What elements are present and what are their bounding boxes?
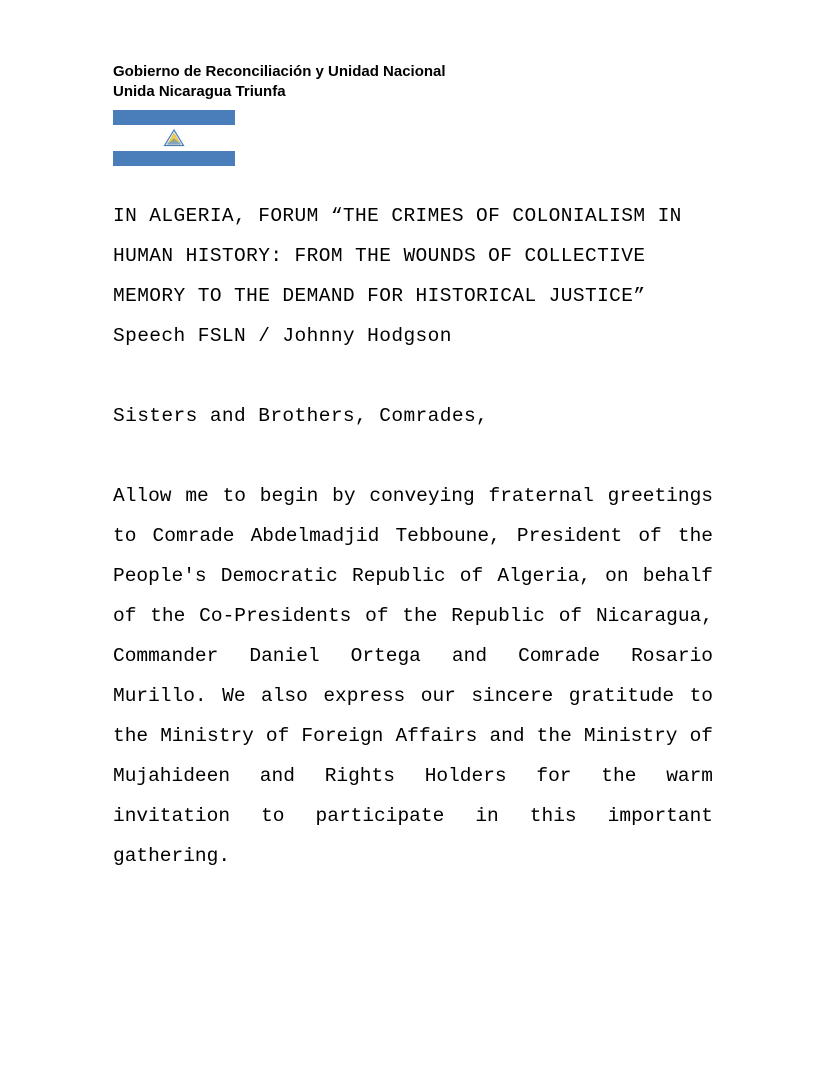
flag-band-top xyxy=(113,110,235,125)
flag-band-bottom xyxy=(113,151,235,166)
letterhead xyxy=(113,62,733,102)
flag-emblem-icon xyxy=(163,129,185,147)
spacer-2 xyxy=(113,436,717,476)
flag-band-middle xyxy=(113,125,235,151)
document-salutation: Sisters and Brothers, Comrades, xyxy=(113,405,489,427)
spacer-1 xyxy=(113,356,717,396)
nicaragua-flag-icon xyxy=(113,110,235,166)
letterhead-line-2: Unida Nicaragua Triunfa xyxy=(113,83,286,100)
document-paragraph-1: Allow me to begin by conveying fraternal greetings to Comrade Abdelmadjid Tebboune, President of the People's Democratic Republic of Algeria, on behalf of the Co-Presidents of the Republic of Nicaragua, Commander Daniel Ortega and Comrade Rosario Murillo. We also express our sincere gratitude to the Ministry of Foreign Affairs and the Ministry of Mujahideen and Rights Holders for the warm invitation to participate in this important gathering. xyxy=(113,485,713,867)
document-subtitle: Speech FSLN / Johnny Hodgson xyxy=(113,325,452,347)
letterhead-line-1: Gobierno de Reconciliación y Unidad Nacional xyxy=(113,63,446,80)
document-title: IN ALGERIA, FORUM “THE CRIMES OF COLONIALISM IN HUMAN HISTORY: FROM THE WOUNDS OF COLLECTIVE MEMORY TO THE DEMAND FOR HISTORICAL JUSTICE” xyxy=(113,205,694,307)
document-body xyxy=(113,196,717,916)
